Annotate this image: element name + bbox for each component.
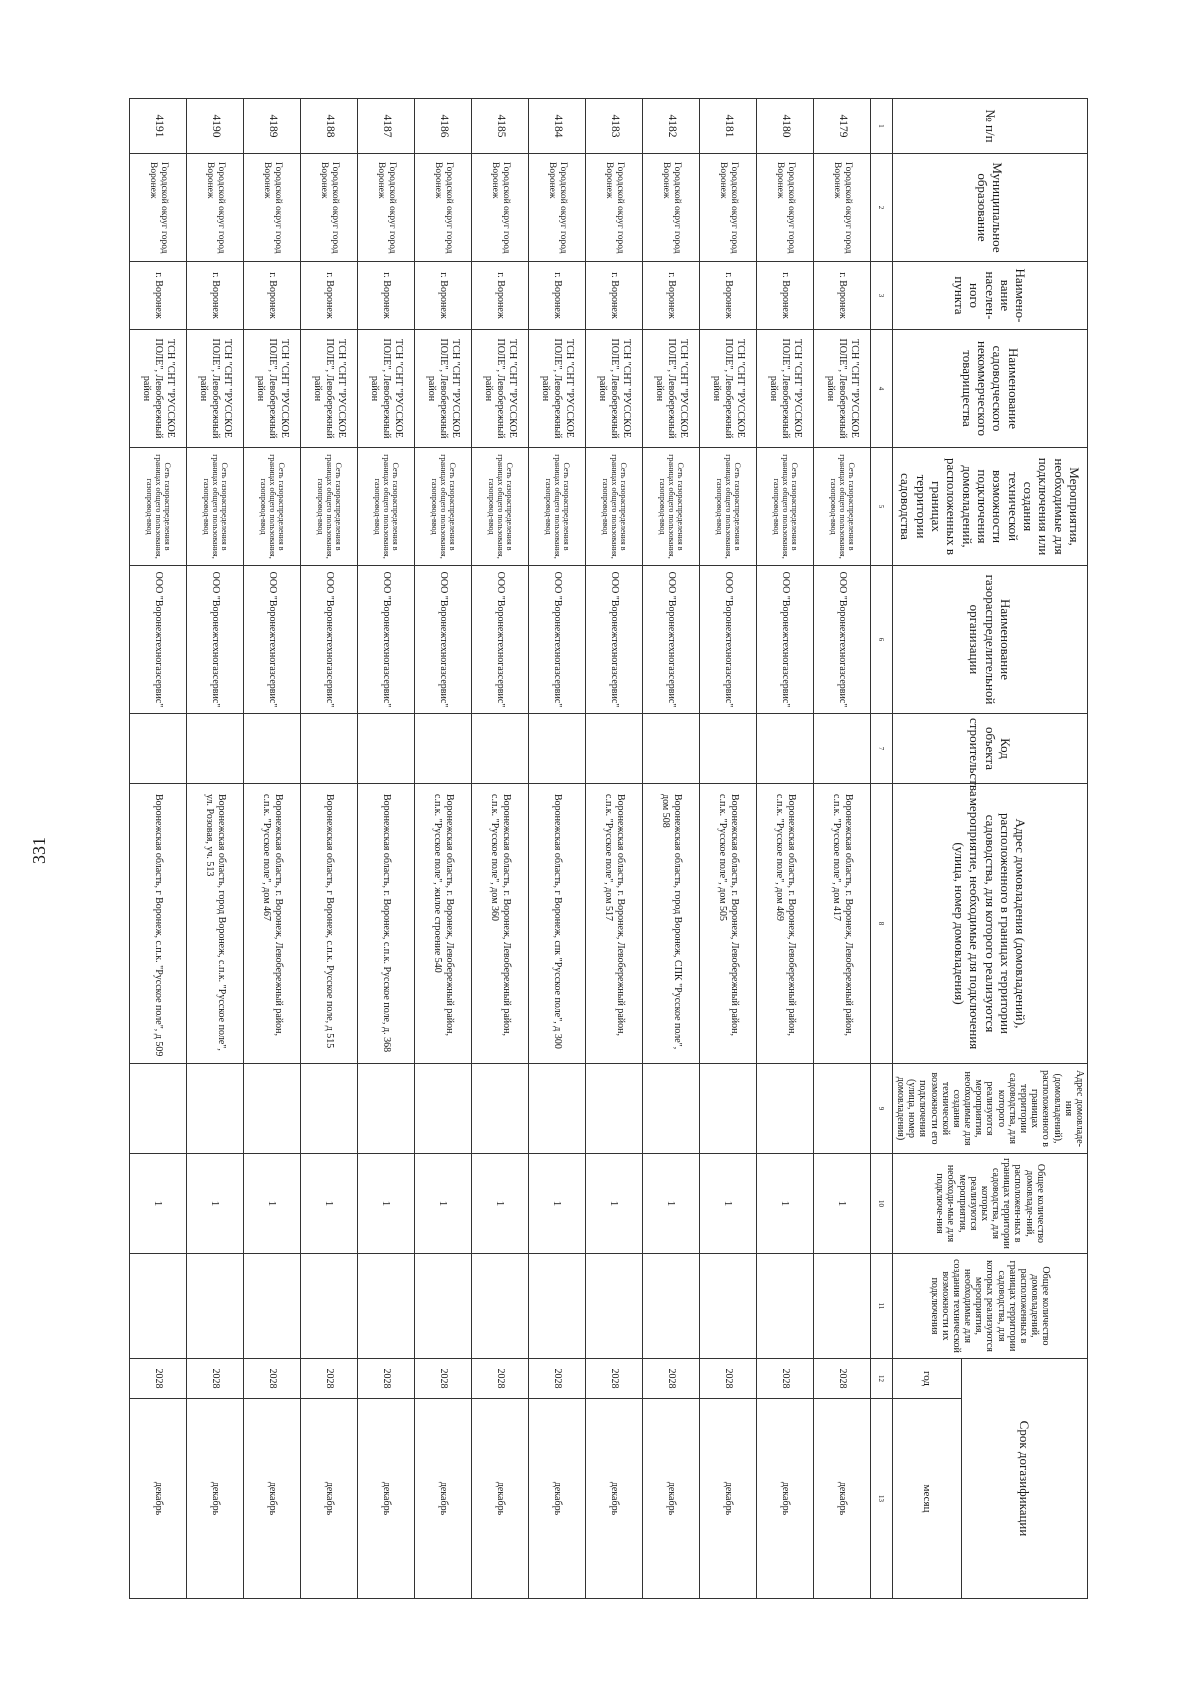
cell-address-tech bbox=[129, 1064, 186, 1154]
header-address-tech: Адрес домовладе-ния (домовладений), расположенного в границах территории садоводства, для которого реализуются мероприятия, необходимые для создания технической возможности его подключения (улица, номер домовладения) bbox=[892, 1064, 1087, 1154]
cell-month: декабрь bbox=[129, 1399, 186, 1599]
cell-no: 4186 bbox=[414, 99, 471, 154]
cell-municipality: Городской округ город Воронеж bbox=[471, 154, 528, 262]
cell-gas-org: ООО "Воронежтехногазсервис" bbox=[585, 566, 642, 714]
cell-address: Воронежская область, г. Воронеж, Левобережный район, с.п.к. "Русское поле", дом 417 bbox=[813, 784, 870, 1064]
cell-municipality: Городской округ город Воронеж bbox=[300, 154, 357, 262]
cell-measures: Сеть газораспределения в границах общего пользования, газопровод-ввод bbox=[699, 448, 756, 566]
cell-no: 4190 bbox=[186, 99, 243, 154]
cell-address: Воронежская область, город Воронеж, СПК "Русское поле", дом 508 bbox=[642, 784, 699, 1064]
cell-partnership: ТСН "СНТ "РУССКОЕ ПОЛЕ", Левобережный район bbox=[357, 330, 414, 448]
cell-total-tech bbox=[357, 1254, 414, 1359]
cell-total-tech bbox=[300, 1254, 357, 1359]
cell-total-connection: 1 bbox=[243, 1154, 300, 1254]
cell-total-tech bbox=[414, 1254, 471, 1359]
cell-month: декабрь bbox=[243, 1399, 300, 1599]
cell-total-tech bbox=[471, 1254, 528, 1359]
cell-year: 2028 bbox=[756, 1359, 813, 1399]
cell-gas-org: ООО "Воронежтехногазсервис" bbox=[300, 566, 357, 714]
cell-municipality: Городской округ город Воронеж bbox=[414, 154, 471, 262]
gasification-table bbox=[129, 98, 1088, 1599]
cell-no: 4179 bbox=[813, 99, 870, 154]
cell-year: 2028 bbox=[471, 1359, 528, 1399]
table-row bbox=[186, 99, 243, 1599]
column-number: 7 bbox=[870, 714, 892, 784]
header-object-code: Код объекта строительства bbox=[892, 714, 1087, 784]
cell-address-tech bbox=[585, 1064, 642, 1154]
cell-total-connection: 1 bbox=[186, 1154, 243, 1254]
cell-month: декабрь bbox=[186, 1399, 243, 1599]
cell-object-code bbox=[129, 714, 186, 784]
cell-total-connection: 1 bbox=[813, 1154, 870, 1254]
cell-no: 4189 bbox=[243, 99, 300, 154]
cell-measures: Сеть газораспределения в границах общего пользования, газопровод-ввод bbox=[585, 448, 642, 566]
cell-month: декабрь bbox=[471, 1399, 528, 1599]
cell-measures: Сеть газораспределения в границах общего пользования, газопровод-ввод bbox=[243, 448, 300, 566]
cell-total-connection: 1 bbox=[642, 1154, 699, 1254]
cell-year: 2028 bbox=[186, 1359, 243, 1399]
cell-object-code bbox=[414, 714, 471, 784]
cell-total-connection: 1 bbox=[357, 1154, 414, 1254]
cell-settlement: г. Воронеж bbox=[414, 262, 471, 330]
cell-total-connection: 1 bbox=[756, 1154, 813, 1254]
cell-address: Воронежская область, г. Воронеж, с.п.к. Русское поле, д. 368 bbox=[357, 784, 414, 1064]
cell-municipality: Городской округ город Воронеж bbox=[585, 154, 642, 262]
cell-no: 4180 bbox=[756, 99, 813, 154]
cell-gas-org: ООО "Воронежтехногазсервис" bbox=[129, 566, 186, 714]
cell-partnership: ТСН "СНТ "РУССКОЕ ПОЛЕ", Левобережный район bbox=[300, 330, 357, 448]
cell-municipality: Городской округ город Воронеж bbox=[642, 154, 699, 262]
cell-settlement: г. Воронеж bbox=[756, 262, 813, 330]
column-number: 13 bbox=[870, 1399, 892, 1599]
cell-no: 4191 bbox=[129, 99, 186, 154]
cell-total-connection: 1 bbox=[528, 1154, 585, 1254]
cell-month: декабрь bbox=[357, 1399, 414, 1599]
cell-gas-org: ООО "Воронежтехногазсервис" bbox=[243, 566, 300, 714]
cell-address-tech bbox=[642, 1064, 699, 1154]
cell-settlement: г. Воронеж bbox=[471, 262, 528, 330]
header-no: № п/п bbox=[892, 99, 1087, 154]
cell-month: декабрь bbox=[699, 1399, 756, 1599]
header-settlement: Наимено-вание населен-ного пункта bbox=[892, 262, 1087, 330]
cell-total-tech bbox=[129, 1254, 186, 1359]
header-total-tech: Общее количество домовладений, расположенных в границах территории садоводства, для которых реализуются мероприятия, необходимые для создания технической возможности их подключения bbox=[892, 1254, 1087, 1359]
cell-total-connection: 1 bbox=[129, 1154, 186, 1254]
cell-object-code bbox=[243, 714, 300, 784]
cell-object-code bbox=[471, 714, 528, 784]
table-row bbox=[813, 99, 870, 1599]
cell-year: 2028 bbox=[243, 1359, 300, 1399]
cell-address-tech bbox=[813, 1064, 870, 1154]
header-measures: Мероприятия, необходимые для подключения или создания технической возможности подключения домовладений, расположенных в границах территории садоводства bbox=[892, 448, 1087, 566]
cell-measures: Сеть газораспределения в границах общего пользования, газопровод-ввод bbox=[756, 448, 813, 566]
header-gas-org: Наименование газораспределительной организации bbox=[892, 566, 1087, 714]
cell-municipality: Городской округ город Воронеж bbox=[129, 154, 186, 262]
cell-total-tech bbox=[699, 1254, 756, 1359]
cell-address-tech bbox=[699, 1064, 756, 1154]
cell-gas-org: ООО "Воронежтехногазсервис" bbox=[357, 566, 414, 714]
cell-measures: Сеть газораспределения в границах общего пользования, газопровод-ввод bbox=[642, 448, 699, 566]
cell-address-tech bbox=[186, 1064, 243, 1154]
cell-partnership: ТСН "СНТ "РУССКОЕ ПОЛЕ", Левобережный район bbox=[471, 330, 528, 448]
column-number: 10 bbox=[870, 1154, 892, 1254]
cell-total-tech bbox=[243, 1254, 300, 1359]
cell-year: 2028 bbox=[528, 1359, 585, 1399]
table-row bbox=[414, 99, 471, 1599]
cell-total-connection: 1 bbox=[414, 1154, 471, 1254]
cell-address: Воронежская область, г. Воронеж, Левобережный район, с.п.к. "Русское поле", дом 467 bbox=[243, 784, 300, 1064]
cell-settlement: г. Воронеж bbox=[642, 262, 699, 330]
table-row bbox=[585, 99, 642, 1599]
table-row bbox=[300, 99, 357, 1599]
cell-month: декабрь bbox=[756, 1399, 813, 1599]
header-partnership: Наименование садоводческого некоммерческого товарищества bbox=[892, 330, 1087, 448]
cell-no: 4184 bbox=[528, 99, 585, 154]
table-row bbox=[471, 99, 528, 1599]
cell-address: Воронежская область, г. Воронеж, Левобережный район, с.п.к. "Русское поле", дом 505 bbox=[699, 784, 756, 1064]
cell-address: Воронежская область, г Воронеж, спк "Русское поле", д 300 bbox=[528, 784, 585, 1064]
cell-object-code bbox=[528, 714, 585, 784]
column-number: 4 bbox=[870, 330, 892, 448]
column-number-row bbox=[870, 99, 892, 1599]
cell-measures: Сеть газораспределения в границах общего пользования, газопровод-ввод bbox=[813, 448, 870, 566]
cell-settlement: г. Воронеж bbox=[300, 262, 357, 330]
cell-settlement: г. Воронеж bbox=[186, 262, 243, 330]
cell-total-tech bbox=[186, 1254, 243, 1359]
cell-no: 4182 bbox=[642, 99, 699, 154]
cell-settlement: г. Воронеж bbox=[357, 262, 414, 330]
cell-address: Воронежская область, г. Воронеж, Левобережный район, с.п.к. "Русское поле", дом 469 bbox=[756, 784, 813, 1064]
column-number: 12 bbox=[870, 1359, 892, 1399]
cell-object-code bbox=[699, 714, 756, 784]
cell-month: декабрь bbox=[585, 1399, 642, 1599]
cell-object-code bbox=[813, 714, 870, 784]
cell-measures: Сеть газораспределения в границах общего пользования, газопровод-ввод bbox=[414, 448, 471, 566]
cell-object-code bbox=[300, 714, 357, 784]
table-row bbox=[243, 99, 300, 1599]
cell-settlement: г. Воронеж bbox=[699, 262, 756, 330]
cell-no: 4183 bbox=[585, 99, 642, 154]
cell-partnership: ТСН "СНТ "РУССКОЕ ПОЛЕ", Левобережный район bbox=[414, 330, 471, 448]
cell-year: 2028 bbox=[129, 1359, 186, 1399]
cell-total-tech bbox=[642, 1254, 699, 1359]
cell-settlement: г. Воронеж bbox=[585, 262, 642, 330]
table-row bbox=[642, 99, 699, 1599]
cell-total-connection: 1 bbox=[585, 1154, 642, 1254]
cell-address: Воронежская область, город Воронеж, с.п.к. "Русское поле", ул. Розовая, уч. 513 bbox=[186, 784, 243, 1064]
cell-address-tech bbox=[300, 1064, 357, 1154]
cell-object-code bbox=[186, 714, 243, 784]
cell-year: 2028 bbox=[813, 1359, 870, 1399]
cell-measures: Сеть газораспределения в границах общего пользования, газопровод-ввод bbox=[186, 448, 243, 566]
cell-total-connection: 1 bbox=[471, 1154, 528, 1254]
cell-settlement: г. Воронеж bbox=[243, 262, 300, 330]
cell-year: 2028 bbox=[300, 1359, 357, 1399]
rotated-table-container bbox=[112, 98, 1088, 1598]
cell-month: декабрь bbox=[813, 1399, 870, 1599]
cell-measures: Сеть газораспределения в границах общего пользования, газопровод-ввод bbox=[528, 448, 585, 566]
cell-total-tech bbox=[528, 1254, 585, 1359]
header-month: месяц bbox=[892, 1399, 961, 1599]
cell-object-code bbox=[642, 714, 699, 784]
cell-gas-org: ООО "Воронежтехногазсервис" bbox=[414, 566, 471, 714]
cell-gas-org: ООО "Воронежтехногазсервис" bbox=[642, 566, 699, 714]
cell-gas-org: ООО "Воронежтехногазсервис" bbox=[699, 566, 756, 714]
cell-partnership: ТСН "СНТ "РУССКОЕ ПОЛЕ", Левобережный район bbox=[585, 330, 642, 448]
cell-municipality: Городской округ город Воронеж bbox=[186, 154, 243, 262]
cell-no: 4185 bbox=[471, 99, 528, 154]
cell-total-connection: 1 bbox=[699, 1154, 756, 1254]
column-number: 1 bbox=[870, 99, 892, 154]
column-number: 9 bbox=[870, 1064, 892, 1154]
cell-municipality: Городской округ город Воронеж bbox=[813, 154, 870, 262]
cell-municipality: Городской округ город Воронеж bbox=[756, 154, 813, 262]
table-row bbox=[699, 99, 756, 1599]
cell-measures: Сеть газораспределения в границах общего пользования, газопровод-ввод bbox=[471, 448, 528, 566]
cell-year: 2028 bbox=[357, 1359, 414, 1399]
column-number: 3 bbox=[870, 262, 892, 330]
cell-measures: Сеть газораспределения в границах общего пользования, газопровод-ввод bbox=[300, 448, 357, 566]
cell-no: 4181 bbox=[699, 99, 756, 154]
column-number: 6 bbox=[870, 566, 892, 714]
cell-address: Воронежская область, г. Воронеж, Левобережный район, с.п.к. "Русское поле", дом 360 bbox=[471, 784, 528, 1064]
cell-address-tech bbox=[357, 1064, 414, 1154]
header-term: Срок догазификации bbox=[962, 1359, 1088, 1599]
cell-settlement: г. Воронеж bbox=[129, 262, 186, 330]
cell-address-tech bbox=[414, 1064, 471, 1154]
cell-year: 2028 bbox=[699, 1359, 756, 1399]
cell-year: 2028 bbox=[642, 1359, 699, 1399]
cell-year: 2028 bbox=[414, 1359, 471, 1399]
cell-total-tech bbox=[756, 1254, 813, 1359]
cell-object-code bbox=[756, 714, 813, 784]
cell-gas-org: ООО "Воронежтехногазсервис" bbox=[186, 566, 243, 714]
cell-partnership: ТСН "СНТ "РУССКОЕ ПОЛЕ", Левобережный район bbox=[642, 330, 699, 448]
header-address: Адрес домовладения (домовладений), расположенного в границах территории садоводства, для которого реализуются мероприятие, необходимые для подключения (улица, номер домовладения) bbox=[892, 784, 1087, 1064]
column-number: 2 bbox=[870, 154, 892, 262]
cell-address-tech bbox=[756, 1064, 813, 1154]
cell-gas-org: ООО "Воронежтехногазсервис" bbox=[813, 566, 870, 714]
page-number: 331 bbox=[29, 837, 49, 864]
cell-municipality: Городской округ город Воронеж bbox=[528, 154, 585, 262]
cell-address-tech bbox=[471, 1064, 528, 1154]
header-total-connection: Общее количество домовладе-ний, расположен-ных в границах территории садоводства, для которых реализуются мероприятия, необходи-мые для подключе-ния bbox=[892, 1154, 1087, 1254]
cell-measures: Сеть газораспределения в границах общего пользования, газопровод-ввод bbox=[129, 448, 186, 566]
cell-month: декабрь bbox=[528, 1399, 585, 1599]
cell-partnership: ТСН "СНТ "РУССКОЕ ПОЛЕ", Левобережный район bbox=[699, 330, 756, 448]
cell-object-code bbox=[357, 714, 414, 784]
cell-object-code bbox=[585, 714, 642, 784]
cell-partnership: ТСН "СНТ "РУССКОЕ ПОЛЕ", Левобережный район bbox=[186, 330, 243, 448]
cell-address: Воронежская область, г Воронеж, с.п.к. Русское поле, д 515 bbox=[300, 784, 357, 1064]
cell-municipality: Городской округ город Воронеж bbox=[243, 154, 300, 262]
cell-month: декабрь bbox=[300, 1399, 357, 1599]
column-number: 5 bbox=[870, 448, 892, 566]
cell-address: Воронежская область, г Воронеж, с.п.к. "Русское поле", д 509 bbox=[129, 784, 186, 1064]
cell-address-tech bbox=[243, 1064, 300, 1154]
header-municipality: Муниципальное образование bbox=[892, 154, 1087, 262]
cell-total-connection: 1 bbox=[300, 1154, 357, 1254]
cell-partnership: ТСН "СНТ "РУССКОЕ ПОЛЕ", Левобережный район bbox=[243, 330, 300, 448]
column-number: 11 bbox=[870, 1254, 892, 1359]
header-year: год bbox=[892, 1359, 961, 1399]
cell-no: 4188 bbox=[300, 99, 357, 154]
cell-address: Воронежская область, г. Воронеж, Левобережный район, с.п.к. "Русское поле", дом 517 bbox=[585, 784, 642, 1064]
cell-total-tech bbox=[813, 1254, 870, 1359]
cell-partnership: ТСН "СНТ "РУССКОЕ ПОЛЕ", Левобережный район bbox=[129, 330, 186, 448]
cell-municipality: Городской округ город Воронеж bbox=[699, 154, 756, 262]
cell-address-tech bbox=[528, 1064, 585, 1154]
cell-municipality: Городской округ город Воронеж bbox=[357, 154, 414, 262]
cell-no: 4187 bbox=[357, 99, 414, 154]
cell-month: декабрь bbox=[414, 1399, 471, 1599]
cell-year: 2028 bbox=[585, 1359, 642, 1399]
cell-month: декабрь bbox=[642, 1399, 699, 1599]
table-row bbox=[756, 99, 813, 1599]
cell-gas-org: ООО "Воронежтехногазсервис" bbox=[471, 566, 528, 714]
cell-partnership: ТСН "СНТ "РУССКОЕ ПОЛЕ", Левобережный район bbox=[756, 330, 813, 448]
cell-measures: Сеть газораспределения в границах общего пользования, газопровод-ввод bbox=[357, 448, 414, 566]
table-row bbox=[528, 99, 585, 1599]
cell-gas-org: ООО "Воронежтехногазсервис" bbox=[756, 566, 813, 714]
column-number: 8 bbox=[870, 784, 892, 1064]
cell-gas-org: ООО "Воронежтехногазсервис" bbox=[528, 566, 585, 714]
cell-address: Воронежская область, г. Воронеж, Левобережный район, с.п.к. "Русское поле", жилое строение 540 bbox=[414, 784, 471, 1064]
table-row bbox=[357, 99, 414, 1599]
cell-partnership: ТСН "СНТ "РУССКОЕ ПОЛЕ", Левобережный район bbox=[528, 330, 585, 448]
cell-total-tech bbox=[585, 1254, 642, 1359]
table-row bbox=[129, 99, 186, 1599]
cell-settlement: г. Воронеж bbox=[813, 262, 870, 330]
cell-settlement: г. Воронеж bbox=[528, 262, 585, 330]
cell-partnership: ТСН "СНТ "РУССКОЕ ПОЛЕ", Левобережный район bbox=[813, 330, 870, 448]
